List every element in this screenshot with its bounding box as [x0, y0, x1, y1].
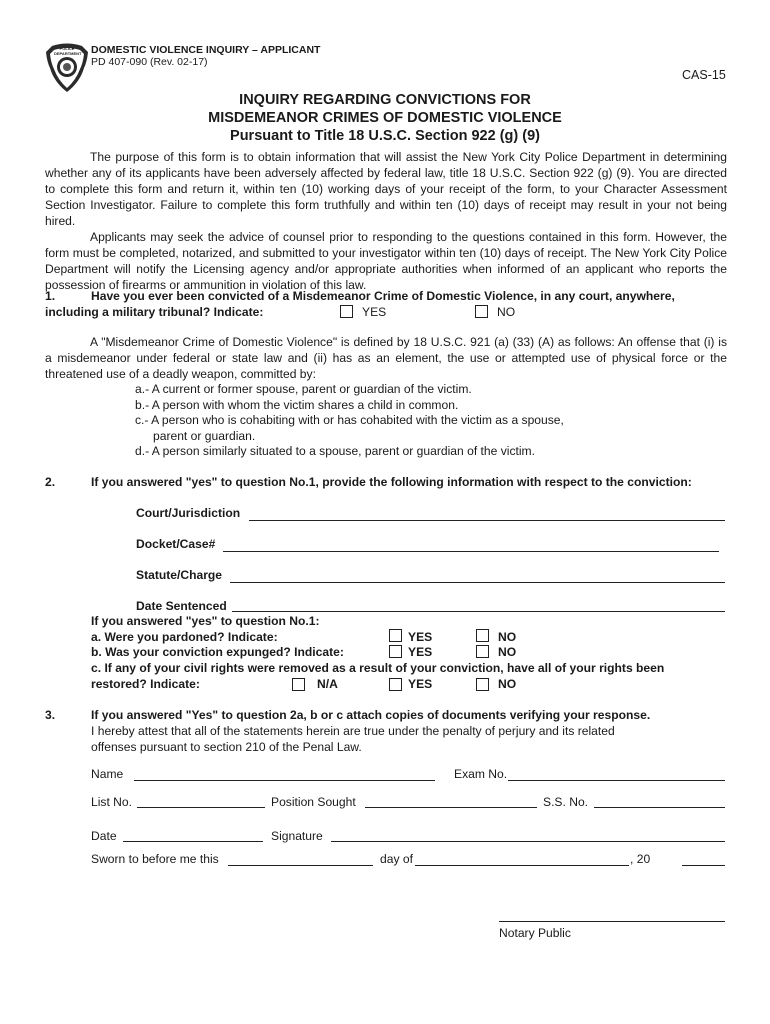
intro-paragraph-2: Applicants may seek the advice of counsel prior to responding to the questions contained in this form. However, the form must be completed, notarized, and submitted to your investigator within ten (10) days of receipt. The New York City Police Department will notify the Licensing agency and/or appropriate authorities when informed of an applicant who reports the possession of firearms or ammunition in violation of this law.: [45, 230, 727, 292]
q3-text: If you answered "Yes" to question 2a, b or c attach copies of documents verifying your response.: [91, 708, 651, 722]
statute-input[interactable]: [230, 582, 725, 583]
title-line-3: Pursuant to Title 18 U.S.C. Section 922 (g) (9): [230, 128, 540, 144]
exam-no-input[interactable]: [508, 780, 725, 781]
sworn-day-input[interactable]: [228, 865, 373, 866]
sentenced-label: Date Sentenced: [136, 599, 227, 613]
attestation-line-1: I hereby attest that all of the statements herein are true under the penalty of perjury and its related: [91, 724, 615, 738]
q2b-no-label: NO: [498, 645, 517, 659]
q2c-na-checkbox[interactable]: [292, 678, 305, 691]
definition-item-d: d.- A person similarly situated to a spouse, parent or guardian of the victim.: [135, 444, 535, 458]
title-line-2: MISDEMEANOR CRIMES OF DOMESTIC VIOLENCE: [208, 110, 562, 126]
year-prefix-label: , 20: [630, 852, 651, 866]
definition-paragraph: [45, 334, 727, 382]
sworn-label: Sworn to before me this: [91, 852, 219, 866]
ssn-label: S.S. No.: [543, 795, 589, 809]
definition-text: A "Misdemeanor Crime of Domestic Violence" is defined by 18 U.S.C. 921 (a) (33) (A) as follows: An offense that (i) is a misdemeanor under federal or state law and (ii) has as an element, the use or attempted use of physical force or the threatened use of a deadly weapon, committed by:: [45, 335, 727, 381]
docket-label: Docket/Case#: [136, 537, 216, 551]
signature-label: Signature: [271, 829, 323, 843]
q2b-yes-label: YES: [408, 645, 433, 659]
q2b-yes-checkbox[interactable]: [389, 645, 402, 658]
q1-text-line-1: Have you ever been convicted of a Misdemeanor Crime of Domestic Violence, in any court, anywhere,: [91, 289, 675, 303]
list-no-input[interactable]: [137, 807, 265, 808]
name-input[interactable]: [134, 780, 435, 781]
q2a-yes-label: YES: [408, 630, 433, 644]
list-no-label: List No.: [91, 795, 132, 809]
ssn-input[interactable]: [594, 807, 725, 808]
q2a-label: a. Were you pardoned? Indicate:: [91, 630, 278, 644]
statute-label: Statute/Charge: [136, 568, 223, 582]
intro-paragraph-1: The purpose of this form is to obtain information that will assist the New York City Police Department in determining whether any of its applicants have been adversely affected by federal law, title 18 U.S.C. Section 922 (g) (9). You are directed to complete this form and return it, within ten (10) working days of your receipt of the form, to your Character Assessment Section Investigator. Failure to complete this form truthfully and within ten (10) days of receipt may result in your not being hired.: [45, 150, 727, 228]
q2c-yes-checkbox[interactable]: [389, 678, 402, 691]
q2b-label: b. Was your conviction expunged? Indicate:: [91, 645, 344, 659]
attestation-line-2: offenses pursuant to section 210 of the Penal Law.: [91, 740, 362, 754]
day-of-label: day of: [380, 852, 413, 866]
date-label: Date: [91, 829, 117, 843]
followup-heading: If you answered "yes" to question No.1:: [91, 614, 320, 628]
form-title: DOMESTIC VIOLENCE INQUIRY – APPLICANT: [91, 44, 321, 56]
q2c-no-checkbox[interactable]: [476, 678, 489, 691]
q2c-line-1: c. If any of your civil rights were removed as a result of your conviction, have all of your rights been: [91, 661, 665, 675]
title-line-1: INQUIRY REGARDING CONVICTIONS FOR: [239, 92, 531, 108]
notary-signature-line[interactable]: [499, 921, 725, 922]
signature-input[interactable]: [331, 841, 725, 842]
q2a-yes-checkbox[interactable]: [389, 629, 402, 642]
court-input[interactable]: [249, 520, 725, 521]
definition-item-c-line-2: parent or guardian.: [153, 429, 256, 443]
docket-input[interactable]: [223, 551, 719, 552]
form-number: PD 407-090 (Rev. 02-17): [91, 56, 208, 68]
q2-number: 2.: [45, 475, 56, 489]
q1-yes-label: YES: [362, 305, 387, 319]
q2a-no-checkbox[interactable]: [476, 629, 489, 642]
definition-item-b: b.- A person with whom the victim shares a child in common.: [135, 398, 459, 412]
q2b-no-checkbox[interactable]: [476, 645, 489, 658]
q1-no-label: NO: [497, 305, 516, 319]
logo-text: POLICE DEPARTMENT: [54, 46, 82, 56]
intro-paragraphs: [45, 149, 727, 293]
court-label: Court/Jurisdiction: [136, 506, 241, 520]
sworn-year-input[interactable]: [682, 865, 725, 866]
q2a-no-label: NO: [498, 630, 517, 644]
q2-text: If you answered "yes" to question No.1, provide the following information with respect to the conviction:: [91, 475, 692, 489]
position-input[interactable]: [365, 807, 537, 808]
name-label: Name: [91, 767, 124, 781]
exam-no-label: Exam No.: [454, 767, 508, 781]
date-input[interactable]: [123, 841, 263, 842]
sentenced-input[interactable]: [232, 611, 725, 612]
definition-item-c-line-1: c.- A person who is cohabiting with or has cohabited with the victim as a spouse,: [135, 413, 564, 427]
notary-label: Notary Public: [499, 926, 571, 940]
q2c-na-label: N/A: [317, 677, 338, 691]
q1-yes-checkbox[interactable]: [340, 305, 353, 318]
q1-no-checkbox[interactable]: [475, 305, 488, 318]
q1-text-line-2: including a military tribunal? Indicate:: [45, 305, 264, 319]
form-code: CAS-15: [682, 68, 726, 82]
sworn-month-input[interactable]: [415, 865, 629, 866]
q2c-line-2: restored? Indicate:: [91, 677, 200, 691]
nypd-shield-logo: [44, 42, 90, 94]
definition-item-a: a.- A current or former spouse, parent or guardian of the victim.: [135, 382, 472, 396]
q3-number: 3.: [45, 708, 56, 722]
q2c-no-label: NO: [498, 677, 517, 691]
q2c-yes-label: YES: [408, 677, 433, 691]
position-label: Position Sought: [271, 795, 356, 809]
q1-number: 1.: [45, 289, 56, 303]
